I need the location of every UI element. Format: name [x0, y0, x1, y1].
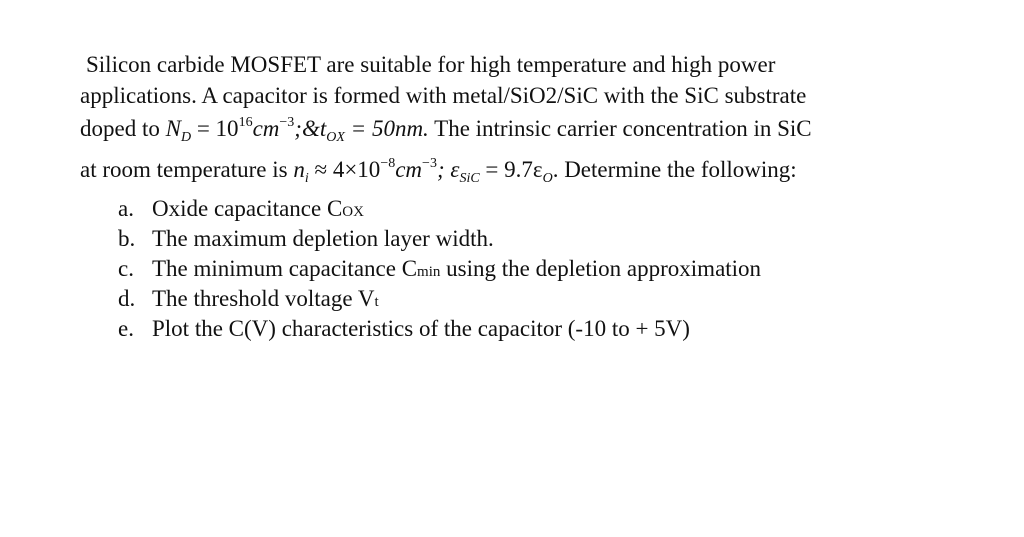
nd-variable: N [165, 116, 181, 141]
ni-variable: n [293, 157, 305, 182]
ni-subscript: i [304, 171, 309, 186]
item-text: Oxide capacitance C [152, 196, 343, 221]
item-text: Plot the C(V) characteristics of the capacitor (-10 to + 5V) [152, 316, 690, 341]
ni-equals: ≈ 4×10 [308, 157, 381, 182]
problem-line-3 [80, 115, 812, 145]
tox-subscript: OX [326, 130, 345, 145]
line4-prefix: at room temperature is [80, 157, 294, 182]
item-text: The maximum depletion layer width. [152, 226, 494, 251]
ni-exponent: −8 [380, 156, 396, 171]
item-letter: d. [118, 286, 136, 311]
list-item [118, 284, 761, 314]
tox-separator: ;&t [294, 116, 327, 141]
nd-equals: = 10 [191, 116, 239, 141]
nd-unit: cm [252, 116, 280, 141]
item-text: The minimum capacitance C [152, 256, 418, 281]
eps-value: = 9.7ε [479, 157, 543, 182]
line3-suffix: The intrinsic carrier concentration in SiC [428, 116, 812, 141]
list-item [118, 194, 761, 224]
item-letter: a. [118, 196, 134, 221]
item-rest: using the depletion approximation [440, 256, 762, 281]
problem-line-4 [80, 156, 797, 186]
eps0-subscript: O [542, 171, 553, 186]
item-text: The threshold voltage V [152, 286, 375, 311]
list-item [118, 314, 761, 344]
item-letter: e. [118, 316, 134, 341]
item-letter: c. [118, 256, 134, 281]
item-subscript: OX [342, 204, 364, 220]
ni-unit: cm [395, 157, 423, 182]
nd-exponent: 16 [238, 115, 253, 130]
eps-separator: ; ε [436, 157, 460, 182]
list-item [118, 224, 761, 254]
problem-line-1: Silicon carbide MOSFET are suitable for high temperature and high power [86, 52, 776, 77]
line3-prefix: doped to [80, 116, 166, 141]
item-letter: b. [118, 226, 136, 251]
question-list [118, 194, 761, 344]
nd-unit-exponent: −3 [279, 115, 295, 130]
list-item [118, 254, 761, 284]
item-subscript: t [374, 294, 379, 310]
line4-suffix: . Determine the following: [552, 157, 797, 182]
ni-unit-exponent: −3 [422, 156, 437, 171]
problem-line-2: applications. A capacitor is formed with metal/SiO2/SiC with the SiC substrate [80, 83, 807, 108]
eps-subscript: SiC [459, 171, 480, 186]
item-subscript: min [417, 264, 441, 280]
nd-subscript: D [180, 130, 192, 145]
tox-value: = 50nm. [344, 116, 429, 141]
